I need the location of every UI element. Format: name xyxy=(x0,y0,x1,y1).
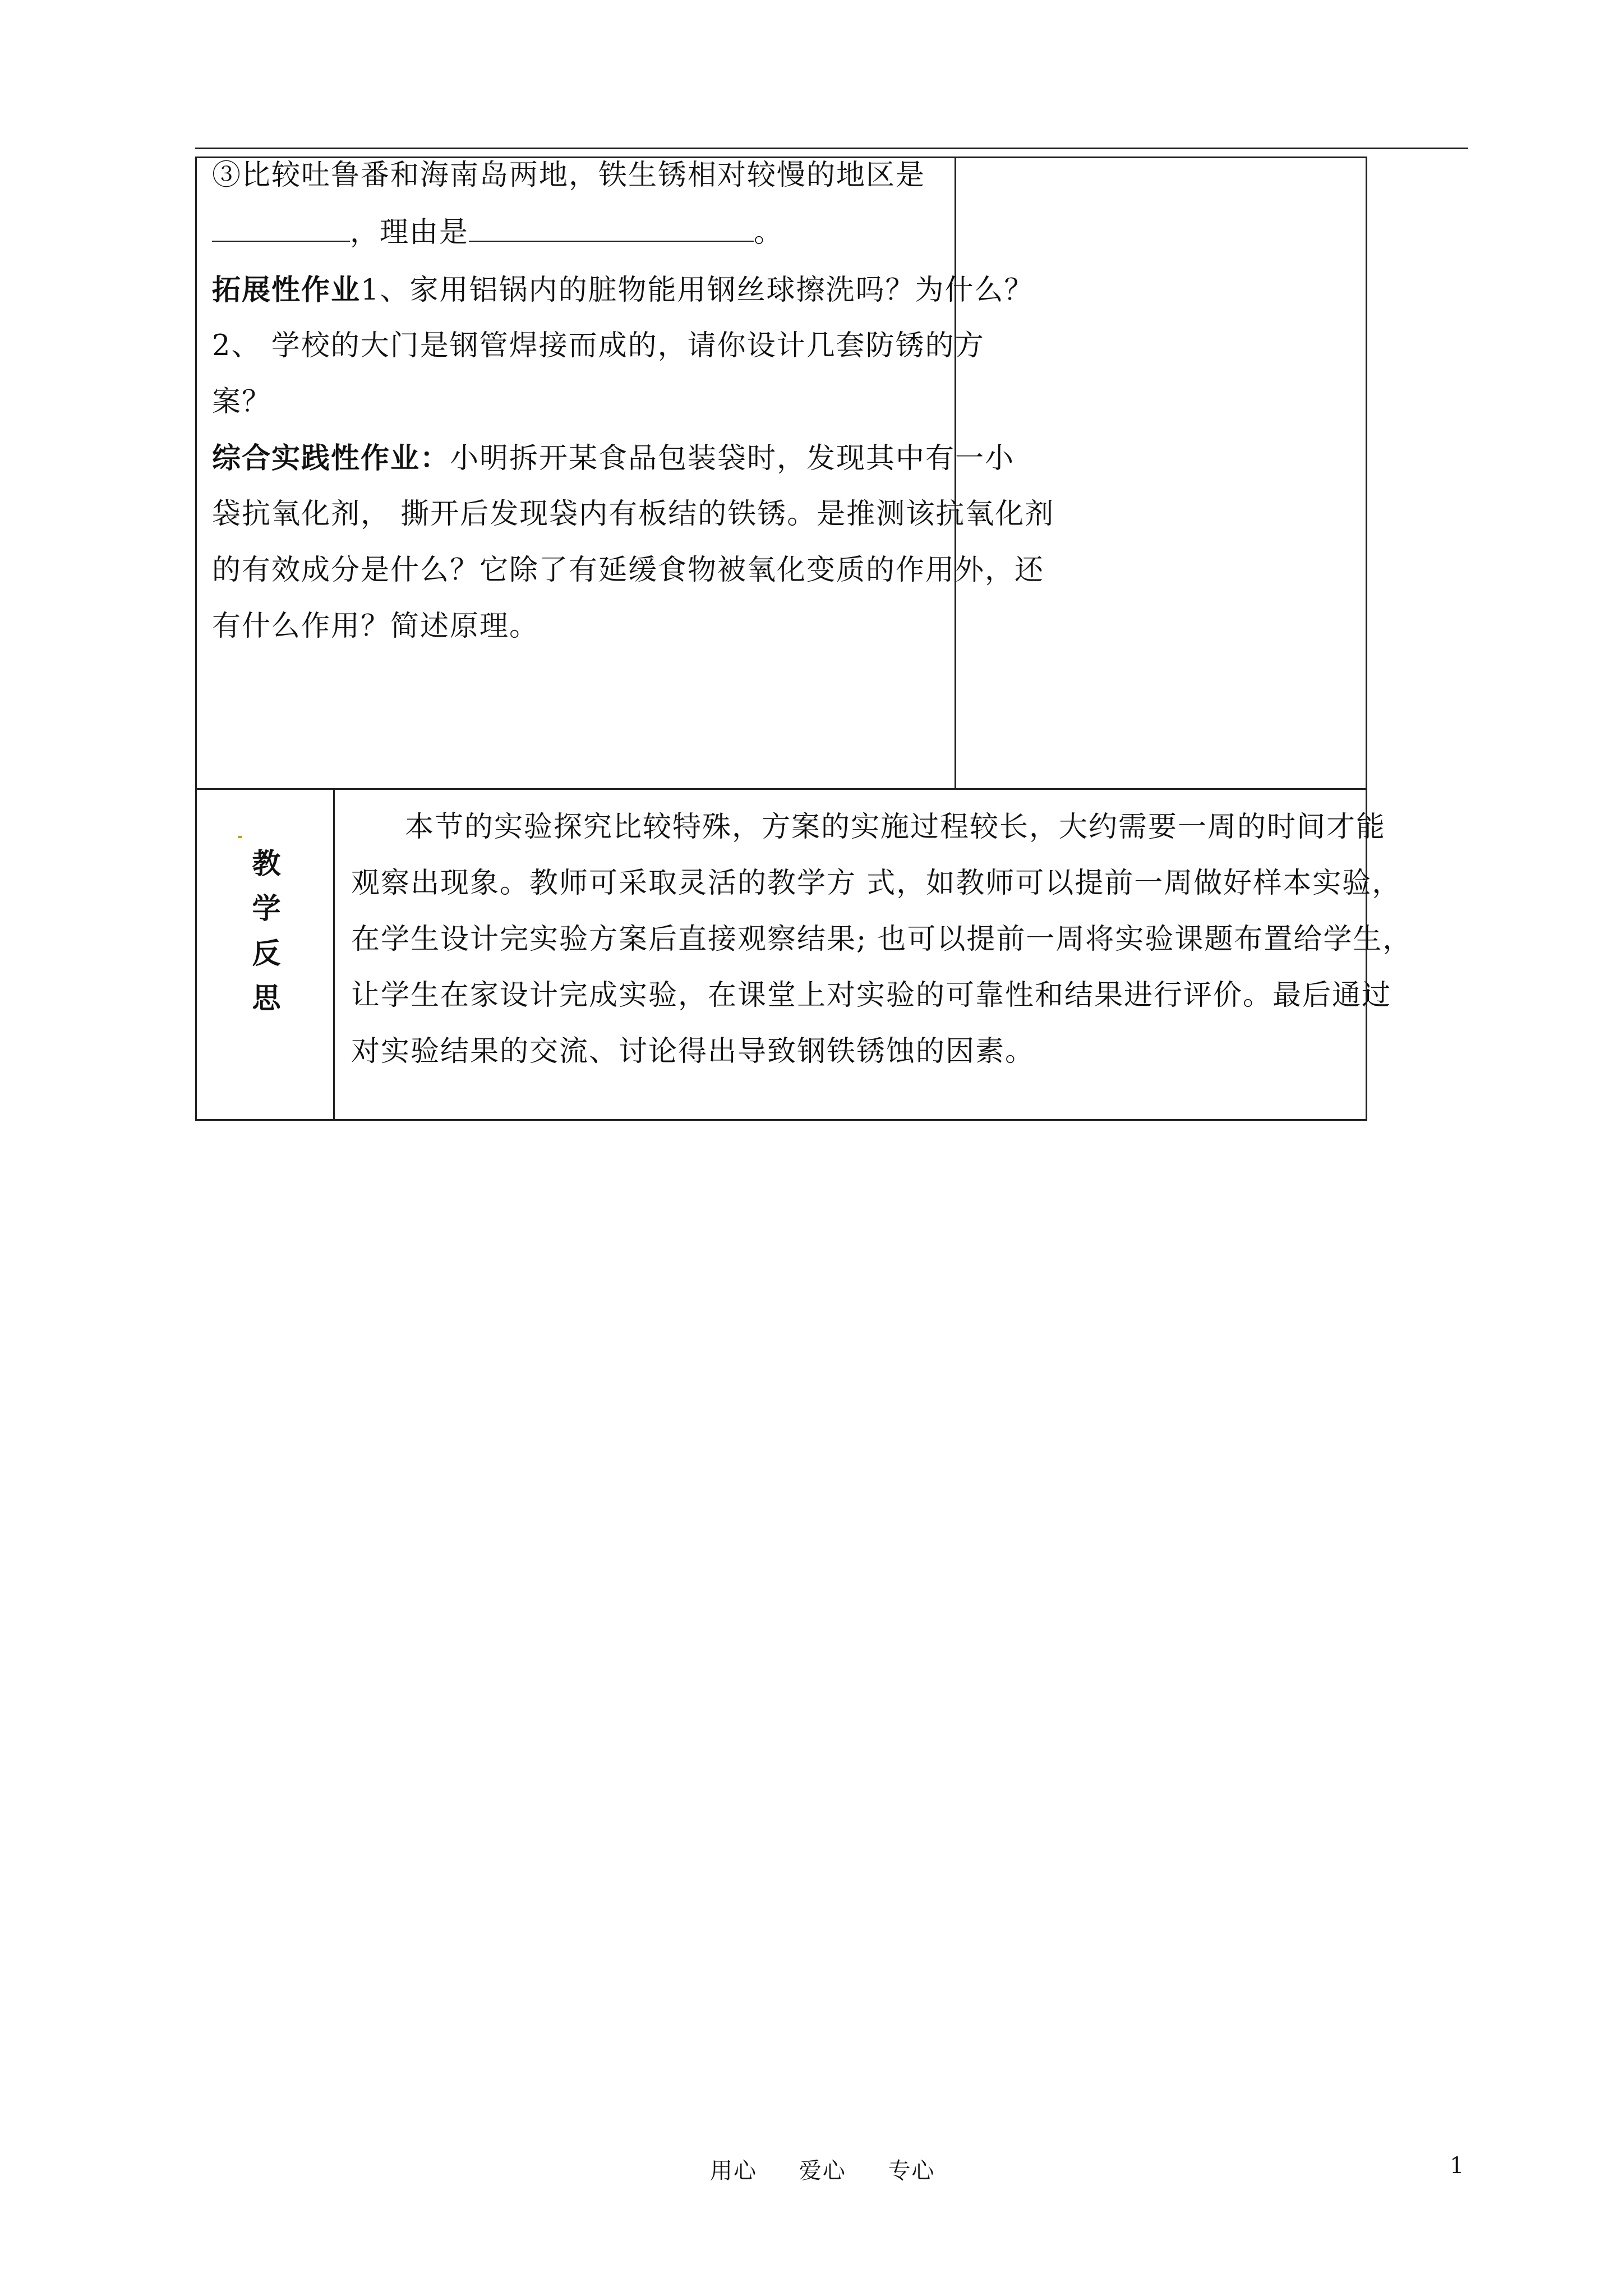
table-column-divider-bottom xyxy=(333,788,335,1121)
extension-question-2-text-cont: 案？ xyxy=(212,385,272,418)
reflection-line-5: 对实验结果的交流、讨论得出导致钢铁锈蚀的因素。 xyxy=(351,1035,1035,1068)
comprehensive-homework-line-3 xyxy=(212,554,1044,587)
comprehensive-homework-text-3: 的有效成分是什么？它除了有延缓食物被氧化变质的作用外，还 xyxy=(212,554,1045,587)
reflection-label-char-1: 教 xyxy=(252,847,281,881)
question-3-period: 。 xyxy=(754,216,784,249)
footer-item-1: 用心 xyxy=(710,2158,757,2184)
comprehensive-homework-label: 综合实践性作业： xyxy=(212,441,450,475)
extension-homework-line xyxy=(212,273,1034,307)
comprehensive-homework-line-2 xyxy=(212,498,1054,531)
reflection-line-4: 让学生在家设计完成实验，在课堂上对实验的可靠性和结果进行评价。最后通过 xyxy=(351,979,1392,1012)
question-3-reason-label: ，理由是 xyxy=(350,216,469,249)
answer-blank-reason[interactable] xyxy=(469,216,754,242)
extension-question-2-text: 2、 学校的大门是钢管焊接而成的，请你设计几套防锈的方 xyxy=(212,329,985,362)
comprehensive-homework-text-1: 小明拆开某食品包装袋时，发现其中有一小 xyxy=(450,442,1015,475)
reflection-label-char-2: 学 xyxy=(252,892,281,926)
comprehensive-homework-text-4: 有什么作用？简述原理。 xyxy=(212,610,540,643)
question-3-text: ③比较吐鲁番和海南岛两地，铁生锈相对较慢的地区是 xyxy=(212,159,926,192)
question-3-line-1 xyxy=(212,159,925,192)
extension-question-1: 1、家用铝锅内的脏物能用钢丝球擦洗吗？为什么？ xyxy=(361,274,1034,307)
page-number: 1 xyxy=(1450,2153,1464,2179)
comprehensive-homework-line-1 xyxy=(212,441,1015,476)
extension-question-2-line-1 xyxy=(212,329,985,363)
decorative-dot xyxy=(238,836,242,838)
extension-homework-label: 拓展性作业 xyxy=(212,273,361,307)
table-row-divider xyxy=(195,788,1367,790)
header-rule xyxy=(195,148,1468,149)
answer-blank-region[interactable] xyxy=(212,216,350,242)
comprehensive-homework-line-4 xyxy=(212,610,539,643)
reflection-line-3: 在学生设计完实验方案后直接观察结果; 也可以提前一周将实验课题布置给学生， xyxy=(351,923,1413,956)
reflection-line-2: 观察出现象。教师可采取灵活的教学方 式，如教师可以提前一周做好样本实验， xyxy=(351,867,1402,900)
question-3-line-2 xyxy=(212,216,783,250)
page-footer xyxy=(710,2153,969,2185)
reflection-line-1: 本节的实验探究比较特殊，方案的实施过程较长，大约需要一周的时间才能 xyxy=(405,811,1386,844)
reflection-label-char-4: 思 xyxy=(252,982,281,1015)
footer-item-2: 爱心 xyxy=(799,2158,846,2184)
extension-question-2-line-2 xyxy=(212,385,271,419)
footer-item-3: 专心 xyxy=(888,2158,935,2184)
reflection-label-char-3: 反 xyxy=(252,937,281,970)
comprehensive-homework-text-2: 袋抗氧化剂， 撕开后发现袋内有板结的铁锈。是推测该抗氧化剂 xyxy=(212,498,1055,531)
